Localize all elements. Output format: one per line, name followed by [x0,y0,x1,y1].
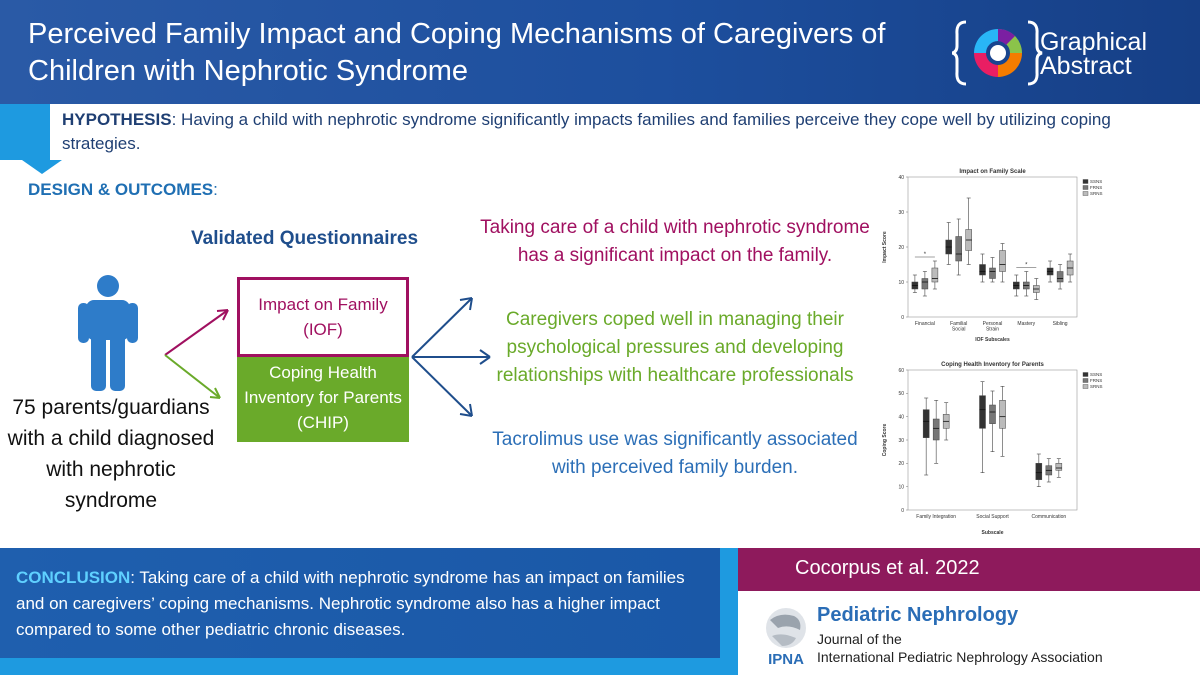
y-tick-label: 20 [898,461,904,468]
box-srns [1000,251,1006,272]
y-tick-label: 40 [898,174,904,181]
y-tick-label: 20 [898,244,904,251]
conclusion-label: CONCLUSION [16,568,131,587]
y-tick-label: 60 [898,367,904,374]
x-tick-label: Family Integration [916,514,957,520]
design-label: DESIGN & OUTCOMES [28,180,214,199]
page-title: Perceived Family Impact and Coping Mechanisms of Caregivers of Children with Nephrotic Syndrome [28,18,886,87]
x-tick-label: Communication [1031,514,1067,520]
box-ssns [1036,463,1042,479]
journal-subtitle-1: Journal of the [817,631,902,647]
hypothesis-body: : Having a child with nephrotic syndrome significantly impacts families and families perceive they cope well by utilizing coping strategies. [62,110,1111,153]
box-srns [1000,400,1006,428]
design-colon: : [213,180,218,199]
legend-swatch [1083,192,1088,196]
plot-frame [908,177,1077,317]
box-ssns [980,265,986,276]
design-heading [28,180,218,200]
x-tick-label: Financial [914,321,935,327]
x-tick-label: Mastery [1017,321,1036,327]
y-tick-label: 10 [898,279,904,286]
y-axis-label: Impact Score [882,231,888,263]
x-tick-label: Strain [985,326,1000,333]
box-frns [922,279,928,290]
x-tick-label: Sibling [1052,321,1068,327]
participants-text: 75 parents/guardians with a child diagnosed with nephrotic syndrome [7,396,215,512]
box-ssns [980,396,986,429]
y-tick-label: 0 [901,314,904,321]
legend-swatch [1083,379,1088,383]
x-axis-label: Subscale [981,530,1004,536]
citation: Cocorpus et al. 2022 [795,557,980,579]
ipna-logo [758,606,814,668]
legend-label: SSNS [1090,179,1103,184]
legend-swatch [1083,385,1088,389]
y-tick-label: 40 [898,414,904,421]
box-frns [956,237,962,262]
legend-label: FRNS [1090,185,1103,190]
box-srns [932,268,938,282]
chip-boxplot-chart [872,358,1122,543]
outcome-family-impact: Taking care of a child with nephrotic syndrome has a significant impact on the family. [480,217,870,266]
legend-swatch [1083,373,1088,377]
legend-label: FRNS [1090,378,1103,383]
color-wheel-icon [974,29,1022,77]
arrow-outcome-3 [412,357,472,416]
outcome-coping: Caregivers coped well in managing their psychological pressures and developing relationships with healthcare professionals [496,309,854,386]
legend-swatch [1083,186,1088,190]
x-axis-label: IOF Subscales [975,337,1010,343]
box-frns [933,419,939,440]
left-brace-icon [952,22,966,84]
ipna-logo-text: IPNA [768,651,804,668]
significance-marker: * [923,252,927,258]
badge-line-1: Graphical [1040,28,1147,56]
box-frns [1057,272,1063,283]
graphical-abstract-label [1040,30,1147,78]
x-tick-label: Social Support [976,514,1009,520]
y-tick-label: 0 [901,507,904,514]
conclusion-body: : Taking care of a child with nephrotic syndrome has an impact on families and on caregivers’ coping mechanisms. Nephrotic syndrome also has a higher impact compared to some other pediatric chronic diseases. [16,568,685,639]
hypothesis-text [62,108,1182,156]
chart-title: Coping Health Inventory for Parents [941,362,1044,368]
x-tick-label: Social [951,326,966,333]
box-ssns [923,410,929,438]
legend-label: SSNS [1090,372,1103,377]
iof-box: Impact on Family (IOF) [237,277,409,357]
arrow-to-iof [165,310,228,355]
box-frns [990,268,996,279]
questionnaires-label: Validated Questionnaires [191,228,419,249]
legend-label: SRNS [1090,384,1103,389]
y-tick-label: 30 [898,209,904,216]
conclusion-text [16,565,716,643]
box-srns [1056,463,1062,470]
arrow-outcome-1 [412,298,472,357]
y-tick-label: 30 [898,437,904,444]
chart-title: Impact on Family Scale [959,169,1026,175]
box-frns [990,405,996,424]
x-tick-label: Personal [982,321,1003,327]
journal-name: Pediatric Nephrology [817,604,1019,626]
iof-boxplot-chart [872,165,1122,350]
arrow-outcome-2 [412,350,490,364]
hypothesis-label: HYPOTHESIS [62,110,172,129]
y-axis-label: Coping Score [882,423,888,457]
legend-label: SRNS [1090,191,1103,196]
legend-swatch [1083,180,1088,184]
outcome-tacrolimus: Tacrolimus use was significantly associated with perceived family burden. [492,429,858,478]
y-tick-label: 50 [898,391,904,398]
x-tick-label: Familial [950,321,968,327]
chip-box: Coping Health Inventory for Parents (CHIP) [237,357,409,442]
badge-line-2: Abstract [1040,52,1132,80]
person-icon [78,275,138,393]
hypothesis-pointer [22,160,62,174]
journal-subtitle-2: International Pediatric Nephrology Association [817,649,1103,665]
y-tick-label: 10 [898,484,904,491]
significance-marker: * [1025,262,1028,269]
